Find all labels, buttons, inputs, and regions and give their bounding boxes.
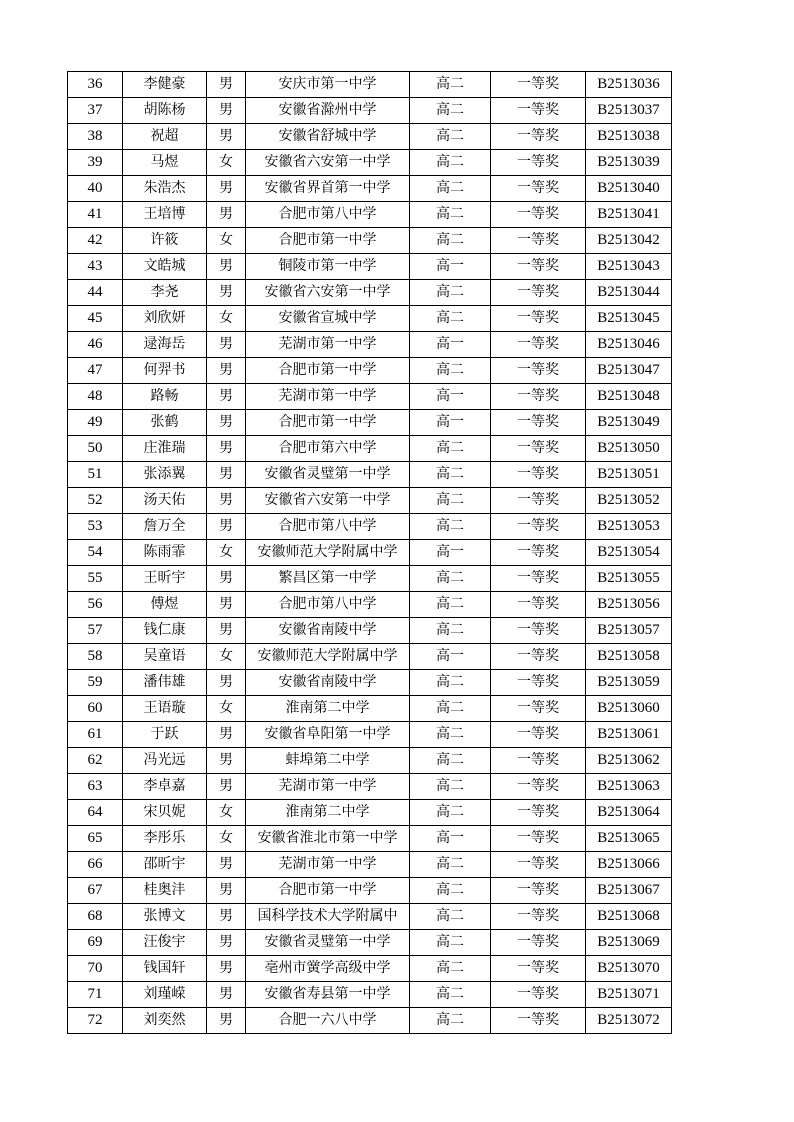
table-row [68,72,672,98]
table-row [68,150,672,176]
gender-cell: 男 [207,332,246,358]
table-row [68,826,672,852]
certificate-id-cell: B2513067 [586,878,672,904]
certificate-id-cell: B2513051 [586,462,672,488]
student-name-cell: 许筱 [123,228,207,254]
table-row [68,982,672,1008]
grade-cell: 高一 [410,540,491,566]
student-name-cell: 刘奕然 [123,1008,207,1034]
certificate-id-cell: B2513063 [586,774,672,800]
grade-cell: 高二 [410,618,491,644]
award-level-cell: 一等奖 [491,826,586,852]
school-cell: 芜湖市第一中学 [246,332,410,358]
certificate-id-cell: B2513057 [586,618,672,644]
school-cell: 安徽省阜阳第一中学 [246,722,410,748]
certificate-id-cell: B2513052 [586,488,672,514]
gender-cell: 男 [207,124,246,150]
student-name-cell: 逯海岳 [123,332,207,358]
award-level-cell: 一等奖 [491,150,586,176]
certificate-id-cell: B2513037 [586,98,672,124]
row-number-cell: 55 [68,566,123,592]
table-row [68,124,672,150]
grade-cell: 高二 [410,306,491,332]
school-cell: 合肥市第八中学 [246,514,410,540]
row-number-cell: 40 [68,176,123,202]
row-number-cell: 36 [68,72,123,98]
gender-cell: 男 [207,488,246,514]
award-level-cell: 一等奖 [491,280,586,306]
school-cell: 合肥市第一中学 [246,358,410,384]
gender-cell: 男 [207,618,246,644]
award-level-cell: 一等奖 [491,722,586,748]
gender-cell: 男 [207,384,246,410]
award-level-cell: 一等奖 [491,774,586,800]
table-row [68,332,672,358]
grade-cell: 高一 [410,384,491,410]
grade-cell: 高二 [410,358,491,384]
grade-cell: 高二 [410,202,491,228]
certificate-id-cell: B2513036 [586,72,672,98]
grade-cell: 高二 [410,1008,491,1034]
row-number-cell: 46 [68,332,123,358]
row-number-cell: 45 [68,306,123,332]
certificate-id-cell: B2513062 [586,748,672,774]
row-number-cell: 53 [68,514,123,540]
award-level-cell: 一等奖 [491,1008,586,1034]
gender-cell: 男 [207,592,246,618]
school-cell: 铜陵市第一中学 [246,254,410,280]
student-name-cell: 张鹤 [123,410,207,436]
table-row [68,176,672,202]
row-number-cell: 60 [68,696,123,722]
table-row [68,878,672,904]
certificate-id-cell: B2513054 [586,540,672,566]
student-name-cell: 胡陈杨 [123,98,207,124]
gender-cell: 女 [207,800,246,826]
row-number-cell: 65 [68,826,123,852]
award-level-cell: 一等奖 [491,488,586,514]
row-number-cell: 43 [68,254,123,280]
gender-cell: 女 [207,150,246,176]
row-number-cell: 52 [68,488,123,514]
grade-cell: 高二 [410,930,491,956]
gender-cell: 男 [207,878,246,904]
award-level-cell: 一等奖 [491,748,586,774]
gender-cell: 男 [207,280,246,306]
row-number-cell: 38 [68,124,123,150]
row-number-cell: 42 [68,228,123,254]
table-row [68,254,672,280]
student-name-cell: 路畅 [123,384,207,410]
grade-cell: 高二 [410,436,491,462]
award-level-cell: 一等奖 [491,358,586,384]
grade-cell: 高一 [410,644,491,670]
grade-cell: 高二 [410,878,491,904]
table-row [68,358,672,384]
grade-cell: 高二 [410,592,491,618]
certificate-id-cell: B2513040 [586,176,672,202]
table-row [68,956,672,982]
grade-cell: 高二 [410,280,491,306]
school-cell: 淮南第二中学 [246,800,410,826]
grade-cell: 高二 [410,72,491,98]
school-cell: 芜湖市第一中学 [246,774,410,800]
award-level-cell: 一等奖 [491,566,586,592]
student-name-cell: 陈雨霏 [123,540,207,566]
certificate-id-cell: B2513069 [586,930,672,956]
student-name-cell: 何羿书 [123,358,207,384]
table-row [68,618,672,644]
grade-cell: 高二 [410,800,491,826]
gender-cell: 男 [207,670,246,696]
table-row [68,592,672,618]
award-level-cell: 一等奖 [491,98,586,124]
table-row [68,436,672,462]
student-name-cell: 刘瑾嵘 [123,982,207,1008]
row-number-cell: 63 [68,774,123,800]
certificate-id-cell: B2513048 [586,384,672,410]
row-number-cell: 72 [68,1008,123,1034]
gender-cell: 男 [207,358,246,384]
row-number-cell: 69 [68,930,123,956]
row-number-cell: 59 [68,670,123,696]
award-list-table [67,71,672,1034]
student-name-cell: 宋贝妮 [123,800,207,826]
school-cell: 安徽省宣城中学 [246,306,410,332]
grade-cell: 高二 [410,462,491,488]
table-row [68,488,672,514]
table-row [68,904,672,930]
school-cell: 芜湖市第一中学 [246,384,410,410]
table-row [68,514,672,540]
student-name-cell: 汪俊宇 [123,930,207,956]
school-cell: 淮南第二中学 [246,696,410,722]
student-name-cell: 李卓嘉 [123,774,207,800]
table-row [68,774,672,800]
student-name-cell: 王语璇 [123,696,207,722]
award-level-cell: 一等奖 [491,800,586,826]
school-cell: 合肥市第一中学 [246,228,410,254]
certificate-id-cell: B2513071 [586,982,672,1008]
grade-cell: 高二 [410,566,491,592]
school-cell: 合肥市第一中学 [246,410,410,436]
school-cell: 安徽师范大学附属中学 [246,540,410,566]
grade-cell: 高二 [410,228,491,254]
award-level-cell: 一等奖 [491,618,586,644]
grade-cell: 高一 [410,826,491,852]
certificate-id-cell: B2513038 [586,124,672,150]
grade-cell: 高二 [410,774,491,800]
student-name-cell: 汤天佑 [123,488,207,514]
award-level-cell: 一等奖 [491,254,586,280]
award-level-cell: 一等奖 [491,670,586,696]
table-row [68,670,672,696]
grade-cell: 高二 [410,722,491,748]
award-level-cell: 一等奖 [491,410,586,436]
certificate-id-cell: B2513060 [586,696,672,722]
certificate-id-cell: B2513039 [586,150,672,176]
grade-cell: 高二 [410,982,491,1008]
student-name-cell: 李健豪 [123,72,207,98]
award-level-cell: 一等奖 [491,124,586,150]
grade-cell: 高二 [410,748,491,774]
gender-cell: 男 [207,254,246,280]
gender-cell: 男 [207,774,246,800]
grade-cell: 高二 [410,488,491,514]
school-cell: 亳州市黉学高级中学 [246,956,410,982]
row-number-cell: 47 [68,358,123,384]
grade-cell: 高二 [410,670,491,696]
student-name-cell: 钱仁康 [123,618,207,644]
row-number-cell: 66 [68,852,123,878]
grade-cell: 高二 [410,150,491,176]
grade-cell: 高二 [410,124,491,150]
student-name-cell: 王培博 [123,202,207,228]
gender-cell: 女 [207,696,246,722]
table-row [68,930,672,956]
school-cell: 繁昌区第一中学 [246,566,410,592]
grade-cell: 高二 [410,852,491,878]
row-number-cell: 71 [68,982,123,1008]
row-number-cell: 64 [68,800,123,826]
table-row [68,540,672,566]
row-number-cell: 70 [68,956,123,982]
school-cell: 安徽省界首第一中学 [246,176,410,202]
table-row [68,280,672,306]
award-level-cell: 一等奖 [491,228,586,254]
certificate-id-cell: B2513042 [586,228,672,254]
table-row [68,852,672,878]
table-row [68,98,672,124]
row-number-cell: 56 [68,592,123,618]
table-row [68,722,672,748]
school-cell: 安徽省六安第一中学 [246,488,410,514]
school-cell: 安徽省六安第一中学 [246,280,410,306]
grade-cell: 高二 [410,904,491,930]
row-number-cell: 54 [68,540,123,566]
table-row [68,202,672,228]
gender-cell: 男 [207,956,246,982]
row-number-cell: 57 [68,618,123,644]
gender-cell: 男 [207,514,246,540]
row-number-cell: 49 [68,410,123,436]
award-level-cell: 一等奖 [491,384,586,410]
award-level-cell: 一等奖 [491,540,586,566]
student-name-cell: 桂奥沣 [123,878,207,904]
row-number-cell: 50 [68,436,123,462]
award-level-cell: 一等奖 [491,592,586,618]
award-level-cell: 一等奖 [491,930,586,956]
student-name-cell: 潘伟雄 [123,670,207,696]
table-row [68,644,672,670]
award-level-cell: 一等奖 [491,956,586,982]
certificate-id-cell: B2513046 [586,332,672,358]
gender-cell: 女 [207,306,246,332]
school-cell: 安徽师范大学附属中学 [246,644,410,670]
award-level-cell: 一等奖 [491,878,586,904]
student-name-cell: 吴童语 [123,644,207,670]
gender-cell: 男 [207,436,246,462]
student-name-cell: 于跃 [123,722,207,748]
student-name-cell: 祝超 [123,124,207,150]
award-level-cell: 一等奖 [491,306,586,332]
school-cell: 安徽省舒城中学 [246,124,410,150]
grade-cell: 高二 [410,98,491,124]
certificate-id-cell: B2513070 [586,956,672,982]
school-cell: 合肥市第一中学 [246,878,410,904]
certificate-id-cell: B2513061 [586,722,672,748]
row-number-cell: 41 [68,202,123,228]
student-name-cell: 庄淮瑞 [123,436,207,462]
school-cell: 芜湖市第一中学 [246,852,410,878]
certificate-id-cell: B2513066 [586,852,672,878]
table-row [68,566,672,592]
student-name-cell: 李彤乐 [123,826,207,852]
student-name-cell: 文皓城 [123,254,207,280]
school-cell: 安徽省六安第一中学 [246,150,410,176]
award-level-cell: 一等奖 [491,202,586,228]
gender-cell: 女 [207,826,246,852]
school-cell: 合肥市第六中学 [246,436,410,462]
school-cell: 安徽省滁州中学 [246,98,410,124]
gender-cell: 男 [207,462,246,488]
certificate-id-cell: B2513068 [586,904,672,930]
school-cell: 安徽省灵璧第一中学 [246,462,410,488]
student-name-cell: 马煜 [123,150,207,176]
table-row [68,462,672,488]
certificate-id-cell: B2513047 [586,358,672,384]
school-cell: 蚌埠第二中学 [246,748,410,774]
school-cell: 合肥市第八中学 [246,592,410,618]
gender-cell: 女 [207,228,246,254]
gender-cell: 男 [207,748,246,774]
certificate-id-cell: B2513065 [586,826,672,852]
table-row [68,800,672,826]
gender-cell: 男 [207,566,246,592]
award-level-cell: 一等奖 [491,514,586,540]
grade-cell: 高一 [410,332,491,358]
school-cell: 安徽省灵璧第一中学 [246,930,410,956]
gender-cell: 男 [207,852,246,878]
gender-cell: 女 [207,540,246,566]
table-row [68,696,672,722]
gender-cell: 男 [207,1008,246,1034]
gender-cell: 男 [207,410,246,436]
student-name-cell: 冯光远 [123,748,207,774]
gender-cell: 男 [207,722,246,748]
table-row [68,306,672,332]
school-cell: 安徽省寿县第一中学 [246,982,410,1008]
award-level-cell: 一等奖 [491,696,586,722]
grade-cell: 高二 [410,696,491,722]
gender-cell: 男 [207,176,246,202]
student-name-cell: 傅煜 [123,592,207,618]
row-number-cell: 67 [68,878,123,904]
school-cell: 合肥一六八中学 [246,1008,410,1034]
student-name-cell: 王昕宇 [123,566,207,592]
school-cell: 安庆市第一中学 [246,72,410,98]
gender-cell: 男 [207,98,246,124]
row-number-cell: 58 [68,644,123,670]
certificate-id-cell: B2513058 [586,644,672,670]
table-row [68,748,672,774]
grade-cell: 高一 [410,410,491,436]
grade-cell: 高二 [410,176,491,202]
gender-cell: 男 [207,904,246,930]
award-level-cell: 一等奖 [491,72,586,98]
certificate-id-cell: B2513043 [586,254,672,280]
student-name-cell: 邵昕宇 [123,852,207,878]
student-name-cell: 刘欣妍 [123,306,207,332]
certificate-id-cell: B2513049 [586,410,672,436]
row-number-cell: 68 [68,904,123,930]
gender-cell: 男 [207,982,246,1008]
award-level-cell: 一等奖 [491,982,586,1008]
gender-cell: 男 [207,202,246,228]
row-number-cell: 48 [68,384,123,410]
table-row [68,384,672,410]
certificate-id-cell: B2513064 [586,800,672,826]
student-name-cell: 詹万全 [123,514,207,540]
certificate-id-cell: B2513045 [586,306,672,332]
certificate-id-cell: B2513059 [586,670,672,696]
row-number-cell: 61 [68,722,123,748]
row-number-cell: 51 [68,462,123,488]
award-level-cell: 一等奖 [491,644,586,670]
student-name-cell: 钱国轩 [123,956,207,982]
table-row [68,228,672,254]
row-number-cell: 39 [68,150,123,176]
row-number-cell: 37 [68,98,123,124]
certificate-id-cell: B2513050 [586,436,672,462]
grade-cell: 高一 [410,254,491,280]
student-name-cell: 张添翼 [123,462,207,488]
row-number-cell: 62 [68,748,123,774]
award-level-cell: 一等奖 [491,332,586,358]
school-cell: 安徽省南陵中学 [246,618,410,644]
student-name-cell: 张博文 [123,904,207,930]
certificate-id-cell: B2513044 [586,280,672,306]
student-name-cell: 朱浩杰 [123,176,207,202]
grade-cell: 高二 [410,514,491,540]
table-body [68,72,672,1034]
gender-cell: 女 [207,644,246,670]
school-cell: 安徽省南陵中学 [246,670,410,696]
certificate-id-cell: B2513055 [586,566,672,592]
school-cell: 安徽省淮北市第一中学 [246,826,410,852]
gender-cell: 男 [207,72,246,98]
table-row [68,410,672,436]
certificate-id-cell: B2513041 [586,202,672,228]
award-level-cell: 一等奖 [491,436,586,462]
award-level-cell: 一等奖 [491,462,586,488]
school-cell: 合肥市第八中学 [246,202,410,228]
grade-cell: 高二 [410,956,491,982]
certificate-id-cell: B2513053 [586,514,672,540]
certificate-id-cell: B2513056 [586,592,672,618]
school-cell: 国科学技术大学附属中 [246,904,410,930]
certificate-id-cell: B2513072 [586,1008,672,1034]
award-level-cell: 一等奖 [491,852,586,878]
award-level-cell: 一等奖 [491,176,586,202]
student-name-cell: 李尧 [123,280,207,306]
row-number-cell: 44 [68,280,123,306]
award-level-cell: 一等奖 [491,904,586,930]
table-row [68,1008,672,1034]
gender-cell: 男 [207,930,246,956]
